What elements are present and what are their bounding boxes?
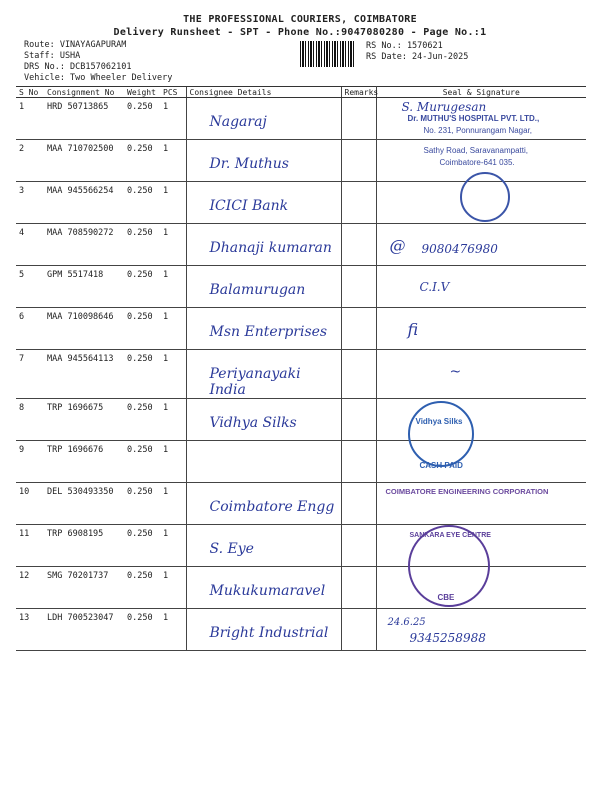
cell-sno: 12 [16,567,44,609]
cell-consignment: DEL 530493350 [44,483,124,525]
cell-remarks [341,224,376,266]
cell-consignment: TRP 1696676 [44,441,124,483]
seal-text: CBE [437,593,455,602]
cell-consignment: GPM 5517418 [44,266,124,308]
cell-weight: 0.250 [124,609,160,651]
cell-consignment: SMG 70201737 [44,567,124,609]
consignee-handwriting: Msn Enterprises [209,324,328,340]
col-consignee: Consignee Details [186,87,341,98]
consignee-handwriting: Dr. Muthus [209,156,289,172]
consignee-handwriting: Dhanaji kumaran [209,240,332,256]
cell-consignment: MAA 710702500 [44,140,124,182]
cell-seal [376,308,586,350]
seal-text: Vidhya Silks [415,417,463,426]
cell-remarks [341,525,376,567]
table-row [16,182,586,224]
cell-pcs: 1 [160,266,186,308]
cell-pcs: 1 [160,483,186,525]
col-weight: Weight [124,87,160,98]
cell-remarks [341,567,376,609]
cell-sno: 2 [16,140,44,182]
cell-remarks [341,399,376,441]
cell-sno: 8 [16,399,44,441]
cell-remarks [341,441,376,483]
cell-sno: 11 [16,525,44,567]
cell-weight: 0.250 [124,525,160,567]
cell-consignee [186,350,341,399]
cell-pcs: 1 [160,399,186,441]
cell-consignee [186,567,341,609]
cell-sno: 9 [16,441,44,483]
cell-consignee [186,140,341,182]
consignee-handwriting: Nagaraj [209,114,267,130]
cell-seal [376,567,586,609]
vehicle-label: Vehicle: Two Wheeler Delivery [24,73,173,83]
rs-number: RS No.: 1570621 [366,41,443,51]
consignee-handwriting: Balamurugan [209,282,306,298]
table-row [16,525,586,567]
phone-handwriting: 9080476980 [421,242,498,256]
table-row [16,609,586,651]
consignee-handwriting: ICICI Bank [209,198,289,214]
cell-seal [376,483,586,525]
table-row [16,140,586,182]
cell-remarks [341,308,376,350]
cell-weight: 0.250 [124,350,160,399]
cell-consignment: TRP 6908195 [44,525,124,567]
cell-consignee [186,609,341,651]
cell-consignment: TRP 1696675 [44,399,124,441]
cell-sno: 4 [16,224,44,266]
cell-remarks [341,140,376,182]
cell-consignee [186,483,341,525]
cell-sno: 10 [16,483,44,525]
cell-consignee [186,308,341,350]
cell-remarks [341,609,376,651]
consignee-handwriting: Periyanayaki India [209,366,301,398]
corporation-stamp: COIMBATORE ENGINEERING CORPORATION [385,487,549,496]
consignee-handwriting: Vidhya Silks [209,415,297,431]
cell-weight: 0.250 [124,483,160,525]
cell-sno: 5 [16,266,44,308]
cell-weight: 0.250 [124,182,160,224]
cell-remarks [341,182,376,224]
hospital-stamp-name: Dr. MUTHU'S HOSPITAL PVT. LTD., [407,114,540,123]
cell-seal [376,224,586,266]
cell-pcs: 1 [160,98,186,140]
cell-weight: 0.250 [124,266,160,308]
cell-consignment: HRD 50713865 [44,98,124,140]
signature-text: C.I.V [419,280,450,294]
signature-scribble: ﬁ [407,320,419,339]
hospital-stamp-line: Sathy Road, Saravanampatti, [423,146,529,155]
cell-sno: 3 [16,182,44,224]
hospital-stamp-line: Coimbatore-641 035. [439,158,515,167]
cell-weight: 0.250 [124,567,160,609]
cell-consignee [186,399,341,441]
cell-pcs: 1 [160,609,186,651]
cell-sno: 7 [16,350,44,399]
cell-remarks [341,266,376,308]
cell-consignee [186,224,341,266]
hospital-stamp-line: No. 231, Ponnurangam Nagar, [423,126,533,135]
consignee-handwriting: Coimbatore Engg [209,499,335,515]
table-row [16,224,586,266]
cell-seal [376,182,586,224]
cell-seal [376,609,586,651]
table-row [16,350,586,399]
cell-pcs: 1 [160,140,186,182]
signature-scribble: @ [389,236,406,255]
runsheet-subtitle: Delivery Runsheet - SPT - Phone No.:9047080280 - Page No.:1 [113,27,487,38]
table-row [16,266,586,308]
consignee-handwriting: Mukukumaravel [209,583,326,599]
cell-seal [376,441,586,483]
cell-weight: 0.250 [124,308,160,350]
cell-consignee [186,266,341,308]
col-seal: Seal & Signature [376,87,586,98]
cell-consignment: MAA 945566254 [44,182,124,224]
cell-seal [376,525,586,567]
cell-consignee [186,441,341,483]
seal-text: SANKARA EYE CENTRE [409,532,491,539]
cell-weight: 0.250 [124,441,160,483]
cell-consignment: MAA 945564113 [44,350,124,399]
cell-sno: 13 [16,609,44,651]
rs-date: RS Date: 24-Jun-2025 [366,52,469,62]
company-title: THE PROFESSIONAL COURIERS, COIMBATORE [183,14,417,25]
cell-consignment: LDH 700523047 [44,609,124,651]
phone-handwriting: 9345258988 [409,631,486,645]
cell-weight: 0.250 [124,224,160,266]
signature-text: S. Murugesan [401,100,487,114]
col-sno: S No [16,87,44,98]
cell-pcs: 1 [160,182,186,224]
cell-seal [376,350,586,399]
bank-seal-stamp [460,172,510,222]
runsheet-table [16,86,586,651]
col-pcs: PCS [160,87,186,98]
table-row [16,399,586,441]
cell-seal [376,399,586,441]
cell-weight: 0.250 [124,140,160,182]
barcode-image [300,41,356,67]
signature-scribble: ~ [449,364,462,380]
table-row [16,308,586,350]
col-consignment: Consignment No [44,87,124,98]
table-row [16,567,586,609]
seal-text: CASH PAID [419,461,463,470]
cell-consignment: MAA 708590272 [44,224,124,266]
cell-pcs: 1 [160,350,186,399]
cell-remarks [341,350,376,399]
table-row [16,441,586,483]
staff-label: Staff: USHA [24,51,81,61]
table-header-row [16,87,586,98]
cell-sno: 6 [16,308,44,350]
col-remarks: Remarks [341,87,376,98]
time-handwriting: 24.6.25 [387,617,426,628]
table-row [16,98,586,140]
cell-consignee [186,98,341,140]
table-row [16,483,586,525]
cell-seal [376,266,586,308]
route-label: Route: VINAYAGAPURAM [24,40,127,50]
consignee-handwriting: Bright Industrial [209,625,329,641]
cell-consignment: MAA 710098646 [44,308,124,350]
cell-weight: 0.250 [124,399,160,441]
cell-consignee [186,525,341,567]
cell-pcs: 1 [160,525,186,567]
cell-pcs: 1 [160,308,186,350]
cell-pcs: 1 [160,224,186,266]
consignee-handwriting: S. Eye [209,541,254,557]
cell-pcs: 1 [160,567,186,609]
cell-seal [376,98,586,140]
cell-weight: 0.250 [124,98,160,140]
cell-sno: 1 [16,98,44,140]
cell-consignee [186,182,341,224]
drs-label: DRS No.: DCB157062101 [24,62,132,72]
cell-remarks [341,98,376,140]
cell-pcs: 1 [160,441,186,483]
cell-remarks [341,483,376,525]
